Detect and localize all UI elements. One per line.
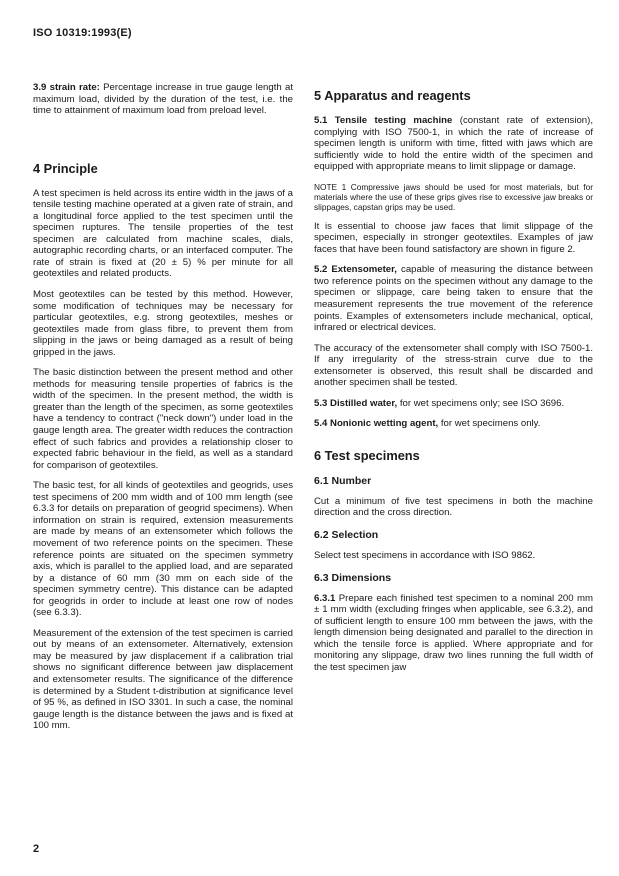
clause-title: Extensometer, <box>331 264 397 276</box>
clause-number: 5.1 <box>314 115 328 126</box>
principle-paragraph: The basic distinction between the present method and other methods for measuring tensile properties of fabrics is the width of the specimen. In the present method, the width is greater than the length of the specimen, as some geotextiles have a tendency to contract ("neck down") under load in the gauge length area. The greater width reduces the contraction effect of such fabrics and provides a relationship closer to expected fabric behaviour in the field, as well as a standard for comparison of geotextiles. <box>33 367 293 471</box>
clause-text: Percentage increase in true gauge length at maximum load, divided by the duration of the test, i.e. the time to attainment of maximum load from preload level. <box>33 82 293 117</box>
clause-paragraph: Select test specimens in accordance with ISO 9862. <box>314 550 536 562</box>
section-heading-apparatus: 5 Apparatus and reagents <box>314 88 471 103</box>
note-1: NOTE 1 Compressive jaws should be used for most materials, but for materials where the use of these grips gives rise to excessive jaw breaks or slippages, capstan grips may be used. <box>314 181 593 212</box>
clause-paragraph: Cut a minimum of five test specimens in both the machine direction and the cross direction. <box>314 495 593 519</box>
clause-paragraph: The accuracy of the extensometer shall comply with ISO 7500-1. If any irregularity of the stress-strain curve due to the extensometer is observed, this result shall be discarded and another specimen shall be tested. <box>314 342 593 389</box>
clause-title: Distilled water, <box>330 397 398 409</box>
subsection-heading-selection: 6.2 Selection <box>314 529 379 542</box>
clause-number: 5.2 <box>314 264 328 276</box>
clause-5-1 <box>314 115 593 173</box>
clause-text: for wet specimens only; see ISO 3696. <box>399 397 565 409</box>
subsection-heading-dimensions: 6.3 Dimensions <box>314 571 392 584</box>
left-column <box>33 82 293 741</box>
clause-5-2 <box>314 264 593 333</box>
clause-text: for wet specimens only. <box>440 418 541 430</box>
clause-text: (constant rate of extension), complying with ISO 7500-1, in which the rate of increase of specimen length is uniform with time, fitted with jaws which are sufficiently wide to hold the entire width of the specimen and equipped with appropriate means to limit slippage or damage. <box>314 115 594 173</box>
clause-number: 3.9 <box>33 82 47 93</box>
clause-number: 5.3 <box>314 397 328 409</box>
clause-paragraph: It is essential to choose jaw faces that limit slippage of the specimen, especially in stronger geotextiles. Examples of jaw faces that have been found satisfactory are shown in figure 2. <box>314 220 593 255</box>
subsection-heading-number: 6.1 Number <box>314 474 372 487</box>
principle-paragraph: A test specimen is held across its entire width in the jaws of a tensile testing machine operated at a given rate of strain, and a longitudinal force applied to the test specimen until the specimen ruptures. The tensile properties of the test specimen are calculated from machine scales, dials, autographic recording charts, or an interfaced computer. The rate of strain is fixed at (20 ± 5) % per minute for all geotextiles and related products. <box>33 187 293 280</box>
clause-3-9 <box>33 82 293 117</box>
clause-text: capable of measuring the distance between two reference points on the specimen without any damage to the specimen or slippage, care being taken to ensure that the measurement represents the true movement of the reference points. Examples of extensometers include mechanical, optical, infrared or electrical devices. <box>314 264 593 334</box>
clause-5-3 <box>314 398 593 410</box>
clause-title: strain rate: <box>49 82 100 93</box>
principle-paragraph: Measurement of the extension of the test specimen is carried out by means of an extensometer. Alternatively, extension may be measured by jaw displacement if a calibration trial shows no significant difference between jaw displacement and extensometer results. The significance of the difference is determined by a Student t-distribution at significance level of 95 %, as defined in ISO 3301. In such a case, the nominal gauge length is the distance between the jaws and is fixed at 100 mm. <box>33 627 293 732</box>
clause-6-3-1 <box>314 593 593 674</box>
right-column <box>314 82 593 682</box>
section-heading-test-specimens: 6 Test specimens <box>314 447 420 463</box>
clause-5-4 <box>314 418 593 430</box>
clause-title: Tensile testing machine <box>334 115 453 126</box>
section-heading-principle: 4 Principle <box>33 160 98 176</box>
page-number: 2 <box>33 843 40 855</box>
clause-number: 5.4 <box>314 418 328 430</box>
clause-text: Prepare each finished test specimen to a nominal 200 mm ± 1 mm width (excluding fringes when applicable, see 6.3.2), and of sufficient length to ensure 100 mm between the jaws, with the length dimension being designated and parallel to the direction in which the tensile force is applied. Where appropriate and for monitoring any slippage, draw two lines running the full width of the test specimen jaw <box>314 592 593 673</box>
principle-paragraph: Most geotextiles can be tested by this method. However, some modification of techniques may be necessary for particular geotextiles, e.g. strong geotextiles, meshes or geotextiles made from glass fibre, to prevent them from slipping in the jaws or being damaged as a result of being gripped in the jaws. <box>33 289 293 358</box>
clause-number: 6.3.1 <box>314 592 336 604</box>
clause-title: Nonionic wetting agent, <box>330 418 439 430</box>
document-header: ISO 10319:1993(E) <box>33 27 132 39</box>
principle-paragraph: The basic test, for all kinds of geotextiles and geogrids, uses test specimens of 200 mm width and of 100 mm length (see 6.3.3 for details on preparation of geogrid specimens). When information on strain is required, extension measurements are made by means of an extensometer which follows the movement of two reference points on the specimen. These reference points are situated on the specimen symmetry axis, which is parallel to the applied load, and are separated by a distance of 60 mm (30 mm on each side of the specimen symmetry centre). This distance can be adapted for geogrids in order to include at least one row of nodes (see 6.3.3). <box>33 480 293 619</box>
